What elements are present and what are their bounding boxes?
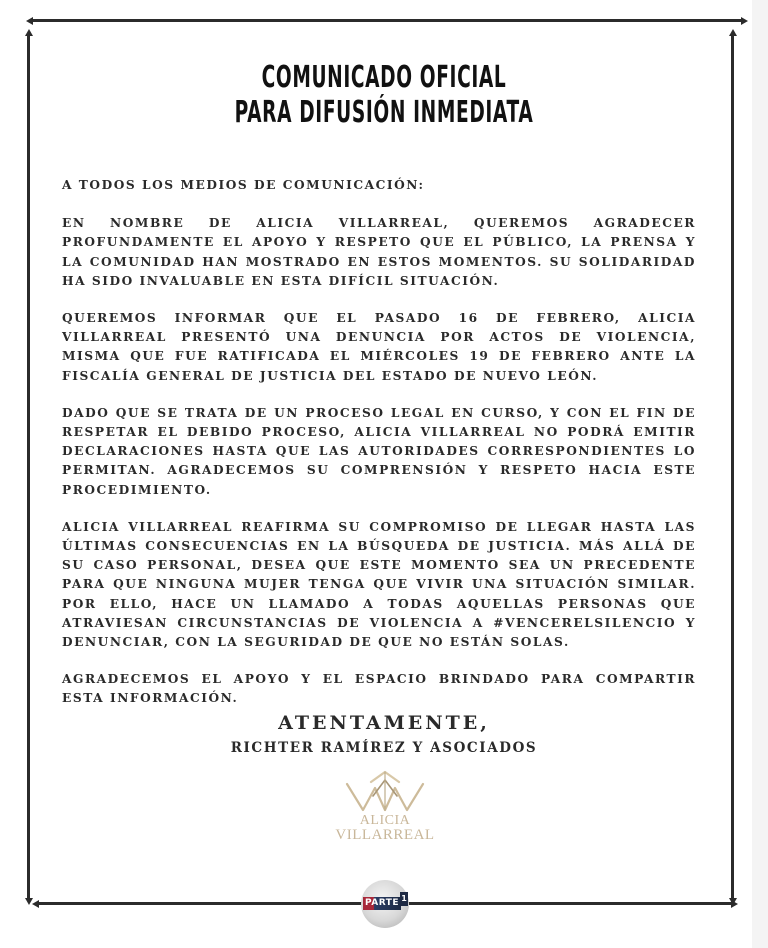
arrow-tip-icon	[26, 17, 33, 25]
arrow-tip-icon	[32, 900, 39, 908]
logo-text-line-2: VILLARREAL	[335, 827, 435, 843]
frame-top-line	[32, 19, 742, 22]
paragraph-commitment: ALICIA VILLARREAL REAFIRMA SU COMPROMISO DE LLEGAR HASTA LAS ÚLTIMAS CONSECUENCIAS EN LA BÚSQUEDA DE JUSTICIA. MÁS ALLÁ DE SU CASO PERSONAL, DESEA QUE ESTE MOMENTO SEA UN PRECEDENTE PARA QUE NINGUNA MUJER TENGA QUE VIVIR UNA SITUACIÓN SIMILAR. POR ELLO, HACE UN LLAMADO A TODAS AQUELLAS PERSONAS QUE ATRAVIESAN CIRCUNSTANCIAS DE VIOLENCIA A #VENCERELSILENCIO Y DENUNCIAR, CON LA SEGURIDAD DE QUE NO ESTÁN SOLAS.	[62, 519, 696, 650]
paragraph-legal-process: DADO QUE SE TRATA DE UN PROCESO LEGAL EN CURSO, Y CON EL FIN DE RESPETAR EL DEBIDO PROCESO, ALICIA VILLARREAL NO PODRÁ EMITIR DECLARACIONES HASTA QUE LAS AUTORIDADES CORRESPONDIENTES LO PERMITAN. AGRADECEMOS SU COMPRENSIÓN Y RESPETO HACIA ESTE PROCEDIMIENTO.	[62, 405, 696, 497]
badge-label: PARTE	[364, 898, 400, 908]
paragraph-closing-thanks: AGRADECEMOS EL APOYO Y EL ESPACIO BRINDADO PARA COMPARTIR ESTA INFORMACIÓN.	[62, 672, 696, 706]
parte-watermark-badge	[361, 880, 409, 928]
page-title	[146, 60, 622, 130]
arrow-tip-icon	[731, 900, 738, 908]
frame-left-line	[27, 34, 30, 900]
signature-signer: RICHTER RAMÍREZ Y ASOCIADOS	[230, 740, 538, 756]
right-edge-strip	[752, 0, 768, 948]
paragraph-gratitude: EN NOMBRE DE ALICIA VILLARREAL, QUEREMOS AGRADECER PROFUNDAMENTE EL APOYO Y RESPETO QUE EL PÚBLICO, LA PRENSA Y LA COMUNIDAD HAN MOSTRADO EN ESTOS MOMENTOS. SU SOLIDARIDAD HA SIDO INVALUABLE EN ESTA DIFÍCIL SITUACIÓN.	[62, 216, 696, 288]
title-line-1: COMUNICADO OFICIAL	[261, 60, 507, 95]
arrow-tip-icon	[25, 29, 33, 36]
arrow-tip-icon	[729, 29, 737, 36]
alicia-villarreal-logo	[325, 770, 445, 850]
badge-superscript: 1	[400, 892, 408, 906]
logo-text-line-1: ALICIA	[359, 813, 411, 828]
arrow-tip-icon	[741, 17, 748, 25]
frame-right-line	[731, 34, 734, 900]
crown-monogram-icon	[325, 770, 445, 814]
salutation: A TODOS LOS MEDIOS DE COMUNICACIÓN:	[62, 178, 425, 192]
paragraph-complaint: QUEREMOS INFORMAR QUE EL PASADO 16 DE FEBRERO, ALICIA VILLARREAL PRESENTÓ UNA DENUNCIA POR ACTOS DE VIOLENCIA, MISMA QUE FUE RATIFICADA EL MIÉRCOLES 19 DE FEBRERO ANTE LA FISCALÍA GENERAL DE JUSTICIA DEL ESTADO DE NUEVO LEÓN.	[62, 311, 696, 383]
signature-closing: ATENTAMENTE,	[278, 712, 490, 734]
statement-body	[62, 176, 696, 727]
title-line-2: PARA DIFUSIÓN INMEDIATA	[234, 95, 534, 130]
